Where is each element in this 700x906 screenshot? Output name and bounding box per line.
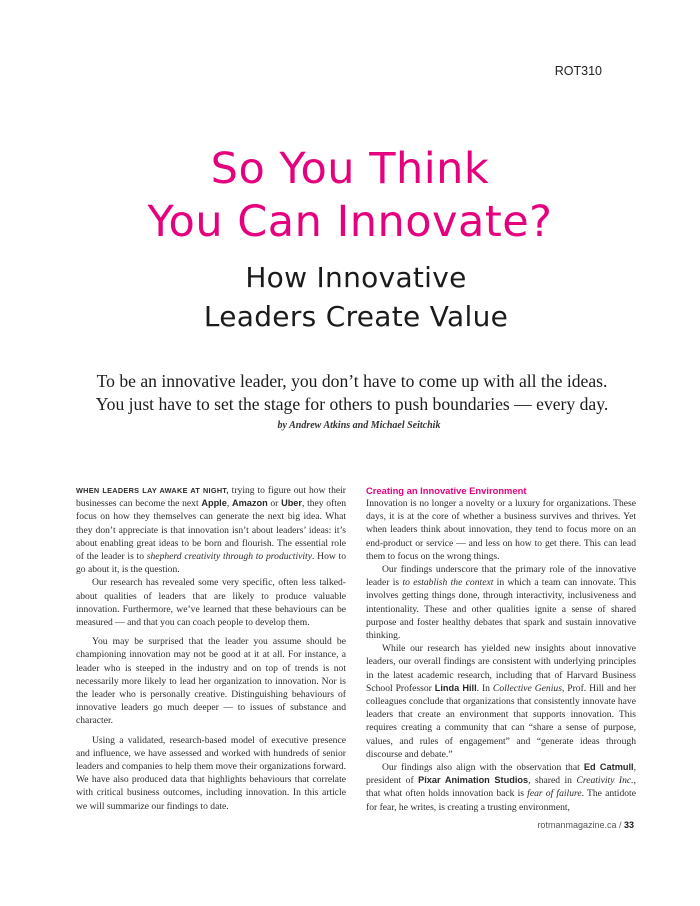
- text-run: Our findings underscore that the primary role of the innovative leader is: [366, 564, 636, 589]
- subtitle-line-1: How Innovative: [245, 261, 467, 294]
- emphasis: fear of failure: [527, 788, 582, 800]
- text-run: trying to figure out how their businesses can become the next: [76, 485, 346, 510]
- right-paragraph-3: [366, 642, 636, 761]
- emphasis: to establish the context: [402, 577, 494, 589]
- text-run: . In: [476, 682, 493, 694]
- text-run: . How to go about it, is the question.: [76, 551, 347, 576]
- article-subtitle: [0, 258, 700, 336]
- text-run: in which a team can innovate. This involves getting things done, through interactivity, inclusiveness and intentionality. These and other qualities ignite a sense of shared purpose and foster healthy debates that spark and sustain innovative thinking.: [366, 577, 636, 642]
- right-paragraph-4: [366, 761, 636, 814]
- text-run: , they often focus on how they themselves can generate the next big idea. What they don’t appreciate is that innovation isn’t about leaders’ ideas: it’s about enabling great ideas to be born and flourish. The essential role of the leader is to: [76, 498, 346, 563]
- company-apple: Apple: [201, 498, 227, 509]
- byline: by Andrew Atkins and Michael Seitchik: [277, 420, 441, 431]
- lead-in: WHEN LEADERS LAY AWAKE AT NIGHT,: [76, 486, 229, 495]
- person-linda-hill: Linda Hill: [434, 682, 477, 693]
- page-footer: [537, 820, 634, 830]
- company-amazon: Amazon: [231, 498, 268, 509]
- text-run: , that what often holds innovation back is: [366, 775, 636, 800]
- company-pixar: Pixar Animation Studios: [418, 775, 529, 786]
- deck-line-1: To be an innovative leader, you don’t have to come up with all the ideas.: [96, 371, 608, 391]
- emphasis: shepherd creativity through to productivity: [146, 551, 312, 563]
- left-paragraph-2: Our research has revealed some very specific, often less talked-about qualities of leaders that are likely to produce valuable innovation. Furthermore, we’ve learned that these behaviours can be measured — and that you can coach people to develop them.: [76, 577, 346, 629]
- right-paragraph-2: [366, 563, 636, 642]
- text-run: ,: [226, 498, 232, 510]
- deck-line-2: You just have to set the stage for others to push boundaries — every day.: [95, 394, 609, 414]
- title-line-1: So You Think: [210, 144, 490, 194]
- subtitle-line-2: Leaders Create Value: [203, 300, 509, 333]
- left-paragraph-4: Using a validated, research-based model of executive presence and influence, we have assessed and worked with hundreds of senior leaders and companies to help them move their organizations forward. We have also produced data that highlights behaviours that correlate with critical business outcomes, including innovation. In this article we will summarize our findings to date.: [76, 734, 346, 812]
- text-run: or: [267, 498, 282, 510]
- text-run: Our findings also align with the observation that: [382, 762, 584, 774]
- book-title: Creativity Inc.: [576, 775, 634, 787]
- person-ed-catmull: Ed Catmull: [583, 762, 634, 773]
- section-heading: Creating an Innovative Environment: [366, 485, 527, 496]
- left-paragraph-3: You may be surprised that the leader you assume should be championing innovation may not be good at it at all. For instance, a leader who is steeped in the industry and on top of trends is not necessarily more likely to lead her organization to innovation. Nor is the leader who is personally creative. Distinguishing behaviours of innovative leaders go much deeper — to issues of substance and character.: [76, 636, 346, 727]
- text-run: , shared in: [528, 775, 577, 787]
- company-uber: Uber: [281, 498, 302, 509]
- text-run: , president of: [366, 762, 637, 787]
- footer-site: rotmanmagazine.ca /: [537, 820, 624, 830]
- text-run: While our research has yielded new insights about innovative leaders, our overall findings are consistent with underlying principles in the latest academic research, including that of Harvard Business School Professor: [366, 643, 636, 694]
- title-line-2: You Can Innovate?: [147, 197, 553, 247]
- book-title: Collective Genius: [492, 682, 562, 694]
- right-paragraph-1: Innovation is no longer a novelty or a luxury for organizations. These days, it is at the core of whether a business survives and thrives. Yet when leaders think about innovation, they tend to focus more on an end-product or service — and less on how to get there. This can lead them to focus on the wrong things.: [366, 498, 636, 562]
- left-paragraph-1: [76, 484, 346, 576]
- text-run: , Prof. Hill and her colleagues conclude that organizations that consistently innovate have leaders that create an environment that supports innovation. This requires creating a community that can “share a sense of purpose, values, and rules of engagement” and “generate ideas through discourse and debate.”: [366, 682, 637, 760]
- page-number: 33: [623, 820, 634, 830]
- left-column: [76, 484, 346, 813]
- publication-code: ROT310: [554, 64, 602, 78]
- article-deck: [0, 370, 700, 416]
- text-run: . The antidote for fear, he writes, is creating a trusting environment,: [366, 788, 636, 813]
- right-column: [366, 484, 636, 814]
- article-title: [0, 143, 700, 249]
